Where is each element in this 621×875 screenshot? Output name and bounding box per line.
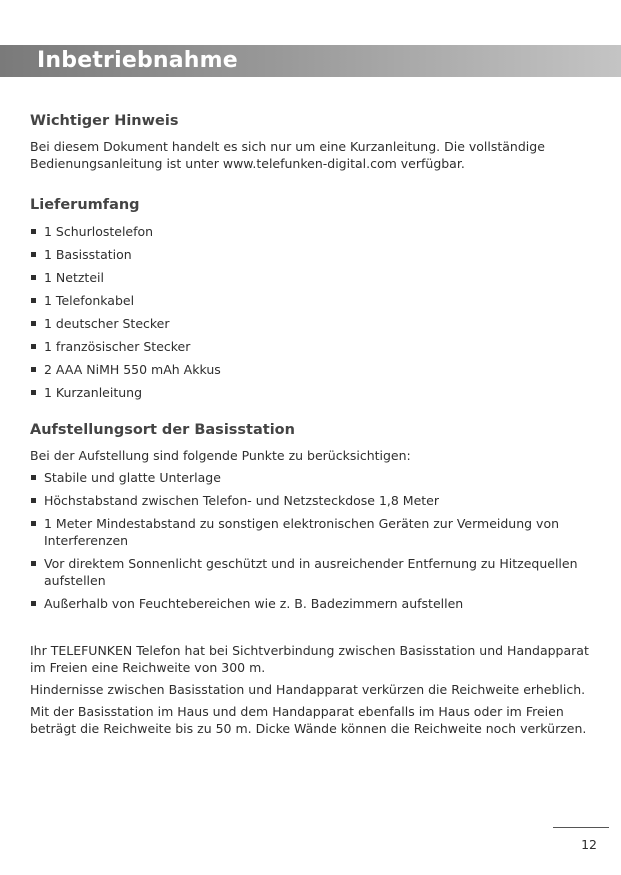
- footer-divider: [553, 827, 609, 828]
- list-item: Vor direktem Sonnenlicht geschützt und in ausreichender Entfernung zu Hitzequellen aufstellen: [30, 555, 600, 589]
- range-paragraph: Mit der Basisstation im Haus und dem Handapparat ebenfalls im Haus oder im Freien beträgt die Reichweite bis zu 50 m. Dicke Wände können die Reichweite noch verkürzen.: [30, 704, 587, 736]
- location-section: [30, 421, 600, 612]
- location-list: [30, 469, 600, 612]
- list-item: 1 Telefonkabel: [30, 292, 600, 309]
- page-title: Inbetriebnahme: [37, 48, 238, 73]
- document-body: [30, 112, 600, 742]
- notice-text: Bei diesem Dokument handelt es sich nur um eine Kurzanleitung. Die vollständige Bedienungsanleitung ist unter www.telefunken-digital.com verfügbar.: [30, 139, 545, 171]
- delivery-heading: Lieferumfang: [30, 197, 140, 213]
- range-section: [30, 642, 600, 737]
- delivery-section: [30, 196, 600, 401]
- range-paragraph: Hindernisse zwischen Basisstation und Handapparat verkürzen die Reichweite erheblich.: [30, 682, 586, 697]
- list-item: 1 Basisstation: [30, 246, 600, 263]
- list-item: 1 Meter Mindestabstand zu sonstigen elektronischen Geräten zur Vermeidung von Interferenzen: [30, 515, 600, 549]
- section-header-bar: [0, 45, 621, 77]
- location-intro: Bei der Aufstellung sind folgende Punkte zu berücksichtigen:: [30, 448, 411, 463]
- list-item: Stabile und glatte Unterlage: [30, 469, 600, 486]
- page-number: 12: [581, 837, 597, 852]
- delivery-list: [30, 223, 600, 401]
- list-item: Außerhalb von Feuchtebereichen wie z. B. Badezimmern aufstellen: [30, 595, 600, 612]
- range-paragraph: Ihr TELEFUNKEN Telefon hat bei Sichtverbindung zwischen Basisstation und Handapparat im Freien eine Reichweite von 300 m.: [30, 643, 589, 675]
- notice-section: [30, 112, 600, 172]
- list-item: 1 Netzteil: [30, 269, 600, 286]
- list-item: 1 deutscher Stecker: [30, 315, 600, 332]
- location-heading: Aufstellungsort der Basisstation: [30, 422, 295, 438]
- list-item: 2 AAA NiMH 550 mAh Akkus: [30, 361, 600, 378]
- list-item: 1 Schurlostelefon: [30, 223, 600, 240]
- list-item: Höchstabstand zwischen Telefon- und Netzsteckdose 1,8 Meter: [30, 492, 600, 509]
- list-item: 1 französischer Stecker: [30, 338, 600, 355]
- notice-heading: Wichtiger Hinweis: [30, 113, 179, 129]
- list-item: 1 Kurzanleitung: [30, 384, 600, 401]
